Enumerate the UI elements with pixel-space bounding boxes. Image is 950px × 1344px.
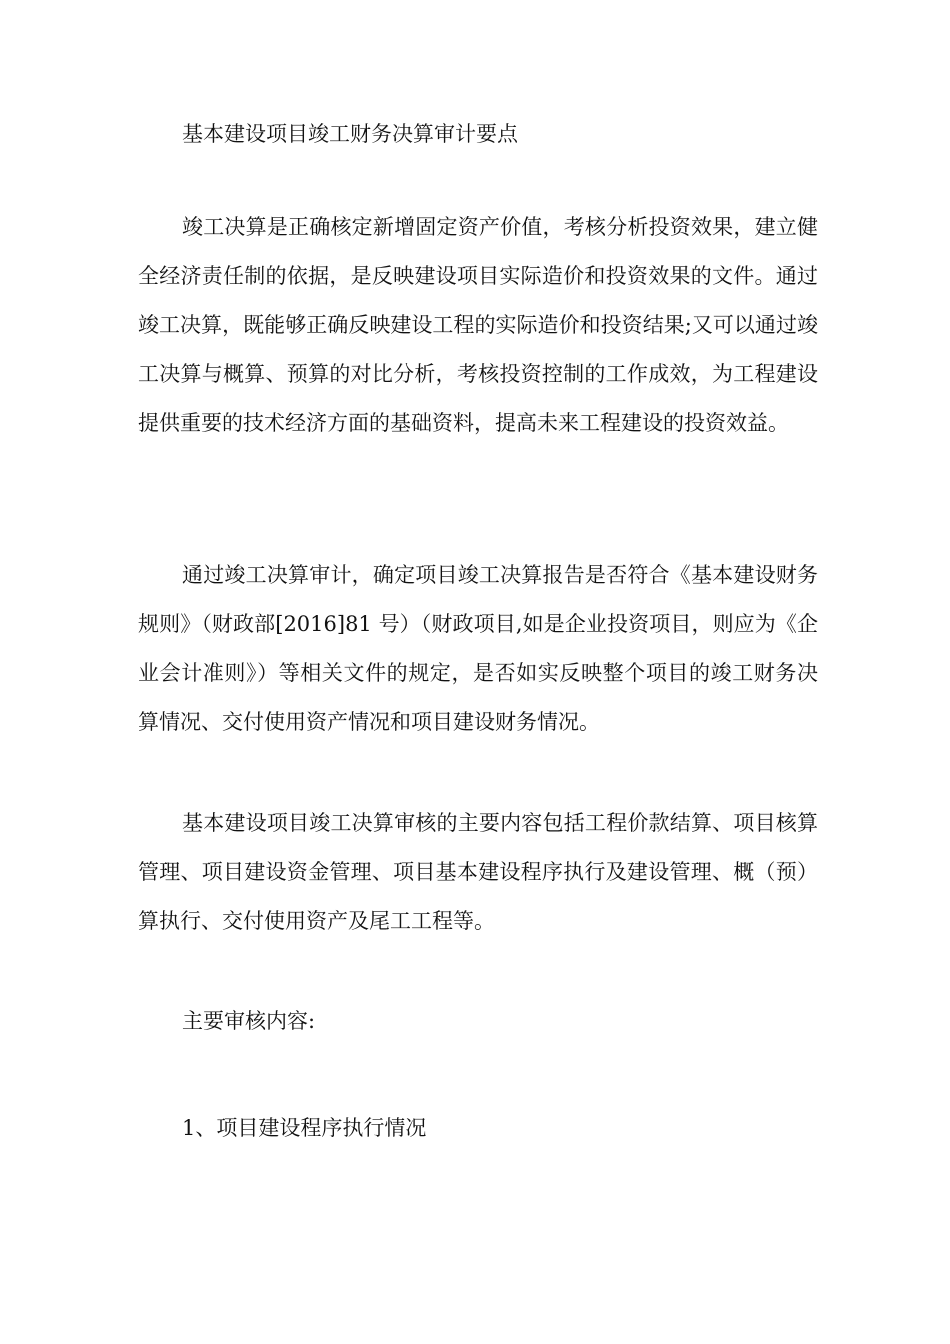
paragraph-review-scope: 基本建设项目竣工决算审核的主要内容包括工程价款结算、项目核算管理、项目建设资金管理、项目基本建设程序执行及建设管理、概（预）算执行、交付使用资产及尾工工程等。 <box>138 811 818 933</box>
document-title: 基本建设项目竣工财务决算审计要点 <box>182 122 518 146</box>
subsection-heading-procedure: 1、项目建设程序执行情况 <box>182 1116 427 1140</box>
paragraph-audit-objective: 通过竣工决算审计，确定项目竣工决算报告是否符合《基本建设财务规则》（财政部[2016]81 号）（财政项目,如是企业投资项目，则应为《企业会计准则》）等相关文件的规定，是否如实反映整个项目的竣工财务决算情况、交付使用资产情况和项目建设财务情况。 <box>138 563 818 734</box>
section-heading-main-review: 主要审核内容: <box>182 1009 316 1033</box>
paragraph-final-accounts-purpose: 竣工决算是正确核定新增固定资产价值，考核分析投资效果，建立健全经济责任制的依据，是反映建设项目实际造价和投资效果的文件。通过竣工决算，既能够正确反映建设工程的实际造价和投资结果;又可以通过竣工决算与概算、预算的对比分析，考核投资控制的工作成效，为工程建设提供重要的技术经济方面的基础资料，提高未来工程建设的投资效益。 <box>138 215 818 435</box>
